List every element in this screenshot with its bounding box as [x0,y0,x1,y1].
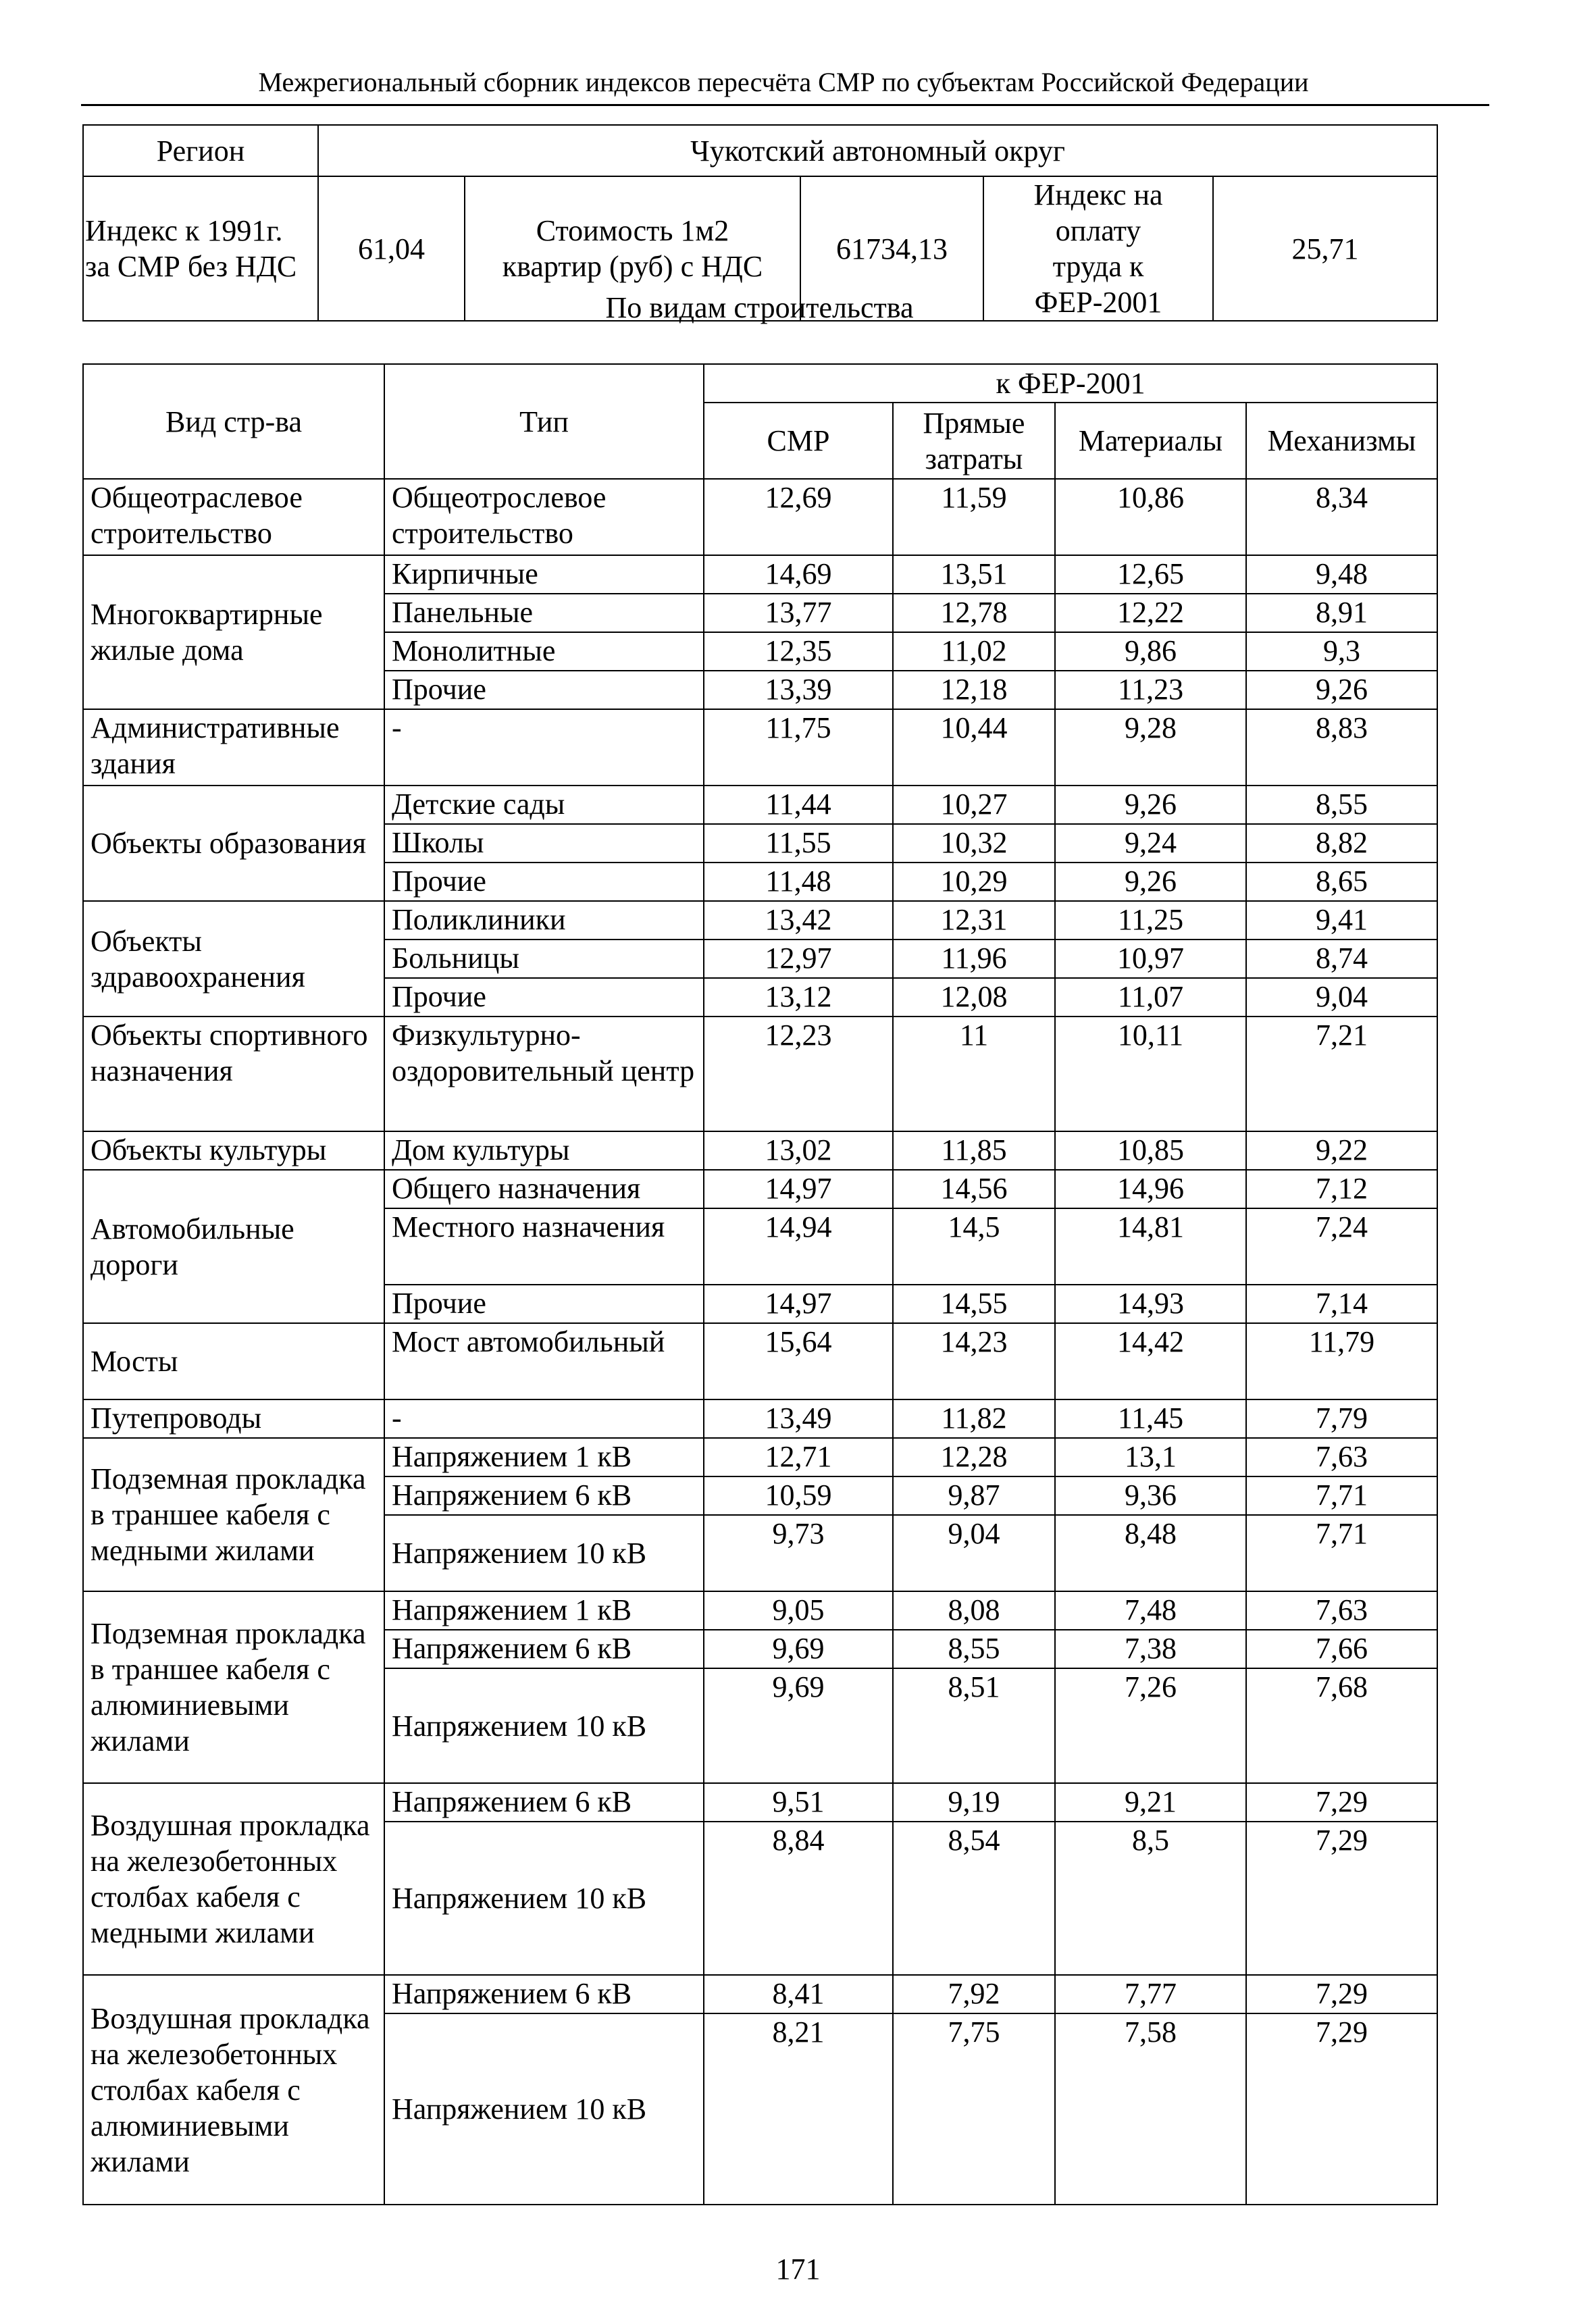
header-vid: Вид стр-ва [83,364,384,479]
type-cell: - [384,1399,704,1438]
construction-type-cell: Подземная прокладка в траншее кабеля с медными жилами [83,1438,384,1591]
smr-cell: 8,84 [704,1822,893,1975]
type-cell: Прочие [384,1285,704,1323]
materials-cell: 9,36 [1055,1476,1246,1515]
materials-cell: 7,26 [1055,1668,1246,1783]
machinery-cell: 9,04 [1246,978,1437,1017]
machinery-cell: 8,55 [1246,786,1437,824]
materials-cell: 14,96 [1055,1170,1246,1208]
machinery-cell: 8,34 [1246,479,1437,555]
wage-index-label-line2: труда к ФЕР-2001 [1034,250,1162,319]
type-cell: Напряжением 6 кВ [384,1630,704,1668]
table-row [83,1399,1437,1438]
machinery-cell: 7,63 [1246,1438,1437,1476]
direct-costs-cell: 8,51 [893,1668,1055,1783]
direct-costs-cell: 14,55 [893,1285,1055,1323]
header-materialy: Материалы [1055,403,1246,479]
materials-cell: 14,93 [1055,1285,1246,1323]
construction-type-cell: Объекты образования [83,786,384,901]
machinery-cell: 7,21 [1246,1017,1437,1131]
smr-cell: 9,69 [704,1668,893,1783]
direct-costs-cell: 7,75 [893,2013,1055,2205]
construction-type-cell: Объекты культуры [83,1131,384,1170]
direct-costs-cell: 9,04 [893,1515,1055,1591]
direct-costs-cell: 9,19 [893,1783,1055,1822]
type-cell: Напряжением 1 кВ [384,1591,704,1630]
materials-cell: 7,48 [1055,1591,1246,1630]
header-fer-group: к ФЕР-2001 [704,364,1437,403]
type-cell: Больницы [384,940,704,978]
machinery-cell: 8,65 [1246,863,1437,901]
direct-costs-cell: 12,08 [893,978,1055,1017]
type-cell: Прочие [384,863,704,901]
type-cell: Общеотрослевое строительство [384,479,704,555]
smr-cell: 11,55 [704,824,893,863]
materials-cell: 8,5 [1055,1822,1246,1975]
header-pryamye-line1: Прямые [923,406,1025,440]
materials-cell: 11,07 [1055,978,1246,1017]
smr-cell: 13,12 [704,978,893,1017]
type-cell: Напряжением 6 кВ [384,1975,704,2013]
smr-cell: 12,97 [704,940,893,978]
page-number: 171 [775,2253,821,2286]
construction-type-cell: Путепроводы [83,1399,384,1438]
construction-type-cell: Подземная прокладка в траншее кабеля с алюминиевыми жилами [83,1591,384,1783]
direct-costs-cell: 11,02 [893,632,1055,671]
construction-type-cell: Воздушная прокладка на железобетонных столбах кабеля с алюминиевыми жилами [83,1975,384,2205]
smr-cell: 13,42 [704,901,893,940]
type-cell: Прочие [384,671,704,709]
construction-type-cell: Объекты спортивного назначения [83,1017,384,1131]
index-1991-value: 61,04 [318,176,465,321]
materials-cell: 13,1 [1055,1438,1246,1476]
type-cell: Общего назначения [384,1170,704,1208]
type-cell: Поликлиники [384,901,704,940]
machinery-cell: 7,29 [1246,1975,1437,2013]
table-row [83,1783,1437,1822]
machinery-cell: 7,29 [1246,2013,1437,2205]
table-row [83,1131,1437,1170]
page-header: Межрегиональный сборник индексов пересчёта СМР по субъектам Российской Федерации [258,67,1309,97]
direct-costs-cell: 14,56 [893,1170,1055,1208]
machinery-cell: 9,3 [1246,632,1437,671]
materials-cell: 7,38 [1055,1630,1246,1668]
smr-cell: 13,39 [704,671,893,709]
header-mekhanizmy: Механизмы [1246,403,1437,479]
direct-costs-cell: 10,29 [893,863,1055,901]
machinery-cell: 7,24 [1246,1208,1437,1285]
direct-costs-cell: 8,08 [893,1591,1055,1630]
materials-cell: 11,23 [1055,671,1246,709]
machinery-cell: 7,29 [1246,1783,1437,1822]
machinery-cell: 7,12 [1246,1170,1437,1208]
table-row [83,1323,1437,1399]
type-cell: Мост автомобильный [384,1323,704,1399]
smr-cell: 9,51 [704,1783,893,1822]
direct-costs-cell: 12,78 [893,594,1055,632]
header-pryamye-line2: затраты [925,442,1023,475]
materials-cell: 9,86 [1055,632,1246,671]
smr-cell: 15,64 [704,1323,893,1399]
machinery-cell: 9,48 [1246,555,1437,594]
direct-costs-cell: 8,54 [893,1822,1055,1975]
smr-cell: 14,97 [704,1170,893,1208]
type-cell: Напряжением 10 кВ [384,1822,704,1975]
direct-costs-cell: 10,27 [893,786,1055,824]
direct-costs-cell: 14,5 [893,1208,1055,1285]
table-row [83,555,1437,594]
type-cell: Панельные [384,594,704,632]
direct-costs-cell: 12,28 [893,1438,1055,1476]
materials-cell: 11,45 [1055,1399,1246,1438]
materials-cell: 9,24 [1055,824,1246,863]
materials-cell: 9,21 [1055,1783,1246,1822]
type-cell: Монолитные [384,632,704,671]
machinery-cell: 8,82 [1246,824,1437,863]
type-cell: Напряжением 1 кВ [384,1438,704,1476]
construction-type-cell: Автомобильные дороги [83,1170,384,1323]
machinery-cell: 7,71 [1246,1515,1437,1591]
section-subtitle: По видам строительства [605,291,914,324]
construction-type-cell: Воздушная прокладка на железобетонных столбах кабеля с медными жилами [83,1783,384,1975]
materials-cell: 9,26 [1055,786,1246,824]
type-cell: - [384,709,704,786]
construction-type-cell: Объекты здравоохранения [83,901,384,1017]
type-cell: Напряжением 10 кВ [384,1515,704,1591]
type-cell: Прочие [384,978,704,1017]
smr-cell: 8,41 [704,1975,893,2013]
construction-type-cell: Общеотраслевое строительство [83,479,384,555]
table-row [83,1591,1437,1630]
machinery-cell: 7,29 [1246,1822,1437,1975]
materials-cell: 12,65 [1055,555,1246,594]
table-row [83,709,1437,786]
table-row [83,1438,1437,1476]
header-pryamye [893,403,1055,479]
smr-cell: 13,77 [704,594,893,632]
smr-cell: 12,35 [704,632,893,671]
table-row [83,479,1437,555]
materials-cell: 14,42 [1055,1323,1246,1399]
machinery-cell: 7,14 [1246,1285,1437,1323]
type-cell: Школы [384,824,704,863]
cost-value: 61734,13 [800,176,983,321]
machinery-cell: 8,91 [1246,594,1437,632]
header-rule [81,104,1489,106]
direct-costs-cell: 11,59 [893,479,1055,555]
machinery-cell: 9,22 [1246,1131,1437,1170]
wage-index-value: 25,71 [1213,176,1437,321]
table-row [83,1975,1437,2013]
cost-label-line1: Стоимость 1м2 [536,214,729,247]
materials-cell: 8,48 [1055,1515,1246,1591]
machinery-cell: 7,68 [1246,1668,1437,1783]
smr-cell: 8,21 [704,2013,893,2205]
direct-costs-cell: 11,85 [893,1131,1055,1170]
smr-cell: 13,49 [704,1399,893,1438]
direct-costs-cell: 10,32 [893,824,1055,863]
direct-costs-cell: 14,23 [893,1323,1055,1399]
smr-cell: 14,94 [704,1208,893,1285]
direct-costs-cell: 9,87 [893,1476,1055,1515]
type-cell: Напряжением 10 кВ [384,1668,704,1783]
smr-cell: 12,69 [704,479,893,555]
materials-cell: 12,22 [1055,594,1246,632]
index-1991-label-line1: Индекс к 1991г. [85,214,283,247]
direct-costs-cell: 12,18 [893,671,1055,709]
smr-cell: 11,75 [704,709,893,786]
materials-cell: 10,97 [1055,940,1246,978]
smr-cell: 9,69 [704,1630,893,1668]
type-cell: Дом культуры [384,1131,704,1170]
machinery-cell: 7,79 [1246,1399,1437,1438]
type-cell: Напряжением 10 кВ [384,2013,704,2205]
smr-cell: 11,44 [704,786,893,824]
smr-cell: 13,02 [704,1131,893,1170]
direct-costs-cell: 8,55 [893,1630,1055,1668]
type-cell: Физкультурно-оздоровительный центр [384,1017,704,1131]
machinery-cell: 8,74 [1246,940,1437,978]
smr-cell: 14,97 [704,1285,893,1323]
construction-type-cell: Многоквартирные жилые дома [83,555,384,709]
smr-cell: 14,69 [704,555,893,594]
type-cell: Напряжением 6 кВ [384,1476,704,1515]
type-cell: Напряжением 6 кВ [384,1783,704,1822]
region-name: Чукотский автономный округ [318,125,1437,176]
smr-cell: 12,23 [704,1017,893,1131]
index-1991-label-line2: за СМР без НДС [85,250,297,283]
materials-cell: 9,26 [1055,863,1246,901]
table-row [83,1017,1437,1131]
smr-cell: 12,71 [704,1438,893,1476]
header-smr: СМР [704,403,893,479]
materials-cell: 9,28 [1055,709,1246,786]
direct-costs-cell: 7,92 [893,1975,1055,2013]
materials-cell: 14,81 [1055,1208,1246,1285]
cost-label-line2: квартир (руб) с НДС [502,250,763,283]
table-body [83,479,1437,2205]
materials-cell: 7,58 [1055,2013,1246,2205]
materials-cell: 11,25 [1055,901,1246,940]
direct-costs-cell: 13,51 [893,555,1055,594]
smr-cell: 9,05 [704,1591,893,1630]
direct-costs-cell: 10,44 [893,709,1055,786]
smr-cell: 11,48 [704,863,893,901]
smr-cell: 9,73 [704,1515,893,1591]
region-label: Регион [83,125,318,176]
type-cell: Кирпичные [384,555,704,594]
table-row [83,1170,1437,1208]
machinery-cell: 8,83 [1246,709,1437,786]
table-row [83,901,1437,940]
machinery-cell: 7,63 [1246,1591,1437,1630]
header-tip: Тип [384,364,704,479]
construction-type-cell: Административные здания [83,709,384,786]
machinery-cell: 9,41 [1246,901,1437,940]
wage-index-label-line1: Индекс на оплату [1033,178,1163,247]
machinery-cell: 9,26 [1246,671,1437,709]
direct-costs-cell: 11,96 [893,940,1055,978]
machinery-cell: 7,66 [1246,1630,1437,1668]
smr-cell: 10,59 [704,1476,893,1515]
construction-type-cell: Мосты [83,1323,384,1399]
direct-costs-cell: 12,31 [893,901,1055,940]
materials-cell: 10,11 [1055,1017,1246,1131]
materials-cell: 10,85 [1055,1131,1246,1170]
materials-cell: 10,86 [1055,479,1246,555]
indices-table [82,363,1438,2205]
type-cell: Местного назначения [384,1208,704,1285]
materials-cell: 7,77 [1055,1975,1246,2013]
direct-costs-cell: 11 [893,1017,1055,1131]
direct-costs-cell: 11,82 [893,1399,1055,1438]
type-cell: Детские сады [384,786,704,824]
table-row [83,786,1437,824]
machinery-cell: 11,79 [1246,1323,1437,1399]
machinery-cell: 7,71 [1246,1476,1437,1515]
